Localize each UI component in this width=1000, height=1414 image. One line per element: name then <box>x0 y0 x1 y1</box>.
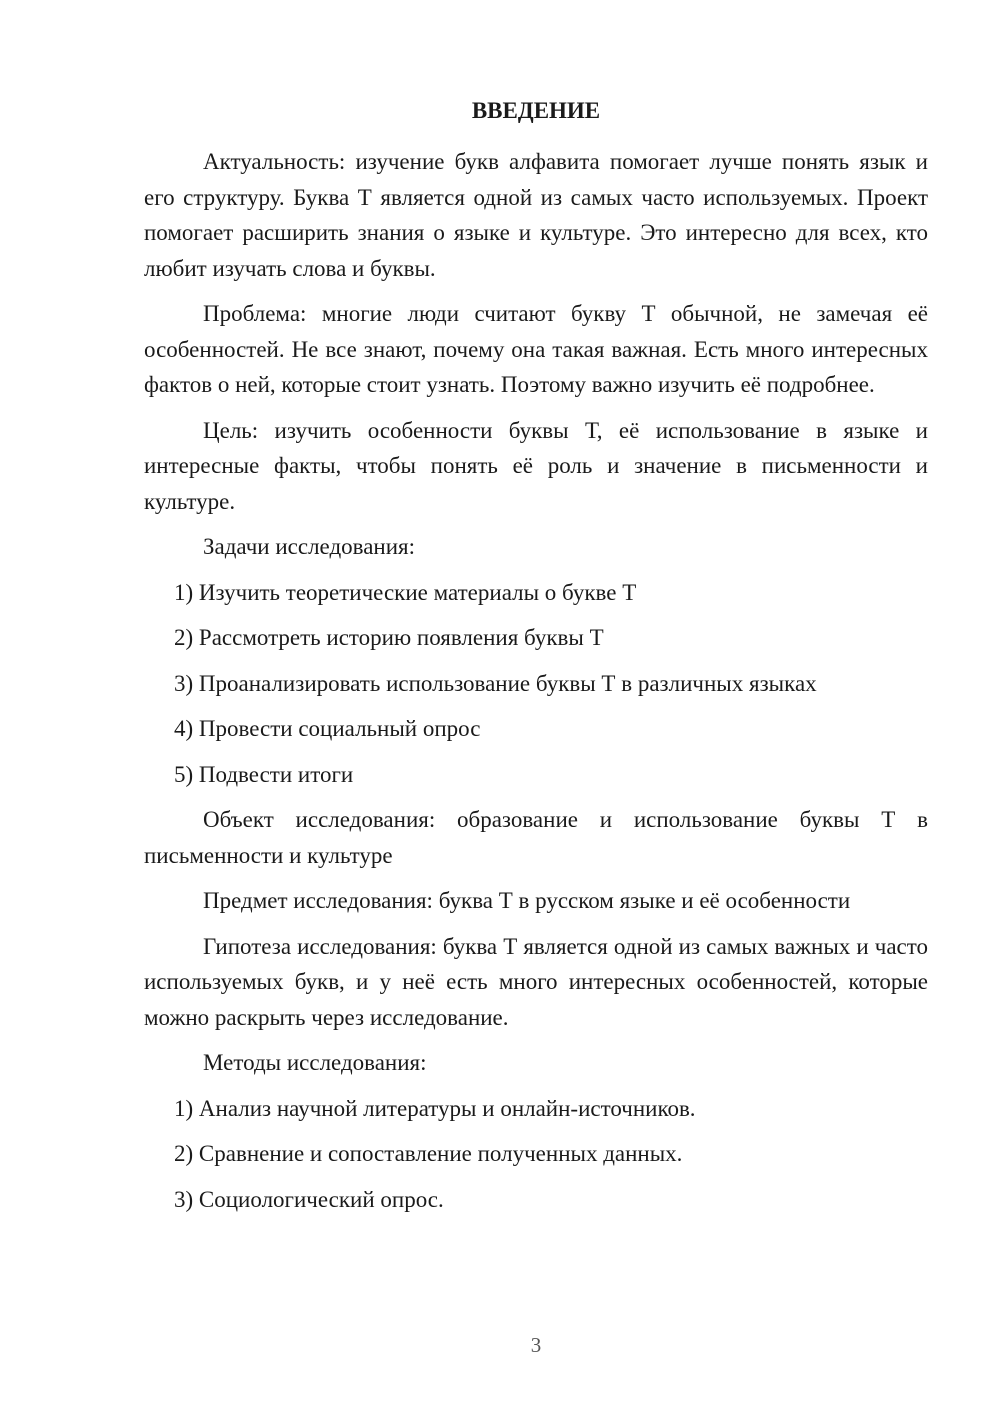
subject-paragraph: Предмет исследования: буква Т в русском языке и её особенности <box>203 888 851 913</box>
goal-paragraph: Цель: изучить особенности буквы Т, её использование в языке и интересные факты, чтобы понять её роль и значение в письменности и культуре. <box>144 417 928 514</box>
page-title: ВВЕДЕНИЕ <box>471 98 601 123</box>
object-paragraph: Объект исследования: образование и использование буквы Т в письменности и культуре <box>144 807 928 868</box>
methods-heading: Методы исследования: <box>203 1050 427 1075</box>
tasks-heading: Задачи исследования: <box>203 534 416 559</box>
task-item-3: 3) Проанализировать использование буквы Т в различных языках <box>174 670 817 696</box>
relevance-paragraph: Актуальность: изучение букв алфавита помогает лучше понять язык и его структуру. Буква Т является одной из самых часто используемых. Проект помогает расширить знания о языке и культуре. Это интересно для всех, кто любит изучать слова и буквы. <box>144 149 928 281</box>
task-item-5: 5) Подвести итоги <box>174 761 354 787</box>
method-item-3: 3) Социологический опрос. <box>174 1186 444 1212</box>
problem-paragraph: Проблема: многие люди считают букву Т обычной, не замечая её особенностей. Не все знают, почему она такая важная. Есть много интересных фактов о ней, которые стоит узнать. Поэтому важно изучить её подробнее. <box>144 301 928 397</box>
page-number: 3 <box>530 1333 542 1357</box>
task-item-4: 4) Провести социальный опрос <box>174 716 481 741</box>
method-item-2: 2) Сравнение и сопоставление полученных данных. <box>174 1141 683 1166</box>
method-item-1: 1) Анализ научной литературы и онлайн-источников. <box>174 1095 696 1121</box>
task-item-2: 2) Рассмотреть историю появления буквы Т <box>174 625 604 650</box>
task-item-1: 1) Изучить теоретические материалы о букве Т <box>174 579 637 605</box>
hypothesis-paragraph: Гипотеза исследования: буква Т является одной из самых важных и часто используемых букв, и у неё есть много интересных особенностей, которые можно раскрыть через исследование. <box>144 933 928 1030</box>
document-page <box>144 94 928 1227</box>
